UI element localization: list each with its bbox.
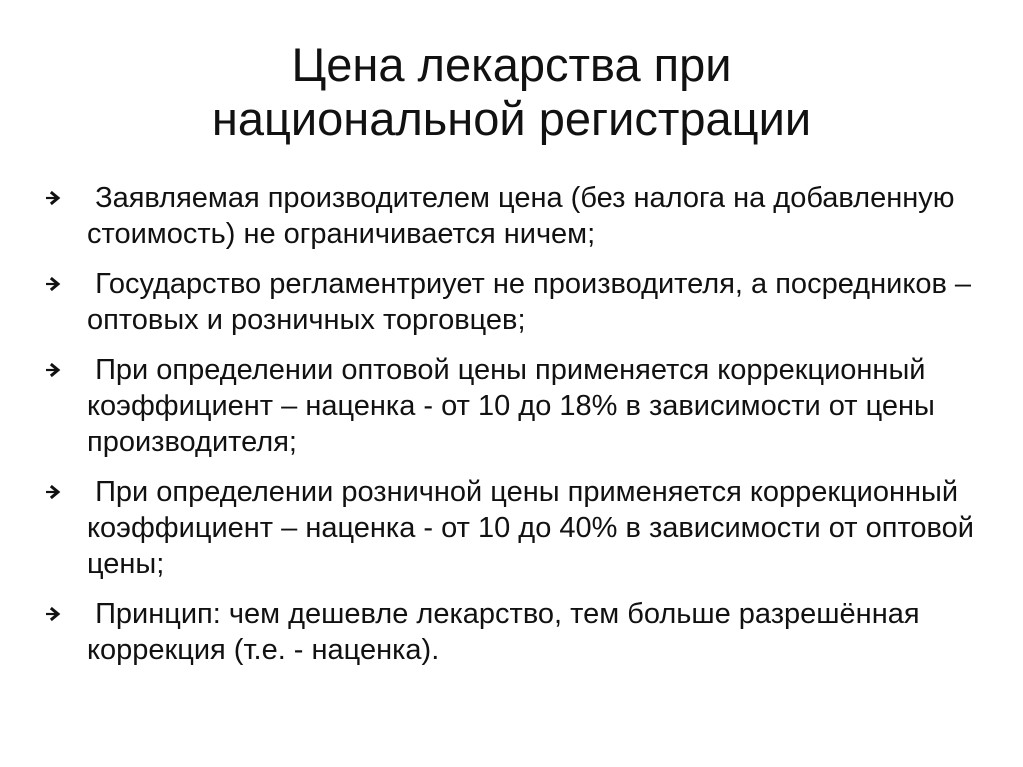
arrow-right-icon — [44, 362, 66, 378]
arrow-right-icon — [44, 276, 66, 292]
bullet-text: При определении оптовой цены применяется коррекционный коэффициент – наценка - от 10 до 18% в зависимости от цены производителя; — [87, 354, 943, 458]
bullet-item — [44, 596, 994, 668]
arrow-right-icon — [44, 484, 66, 500]
bullet-item — [44, 180, 994, 252]
arrow-right-icon — [44, 606, 66, 622]
title-line-2: национальной регистрации — [211, 92, 812, 145]
bullet-item — [44, 474, 994, 582]
bullet-text: Принцип: чем дешевле лекарство, тем больше разрешённая коррекция (т.е. - наценка). — [87, 598, 928, 666]
title-line-1: Цена лекарства при — [291, 38, 732, 91]
bullet-item — [44, 352, 994, 460]
bullet-text: Государство регламентриует не производителя, а посредников – оптовых и розничных торговцев; — [87, 268, 980, 336]
bullet-list — [44, 180, 994, 668]
bullet-text: Заявляемая производителем цена (без налога на добавленную стоимость) не ограничивается ничем; — [87, 182, 963, 250]
arrow-right-icon — [44, 190, 66, 206]
bullet-text: При определении розничной цены применяется коррекционный коэффициент – наценка - от 10 до 40% в зависимости от оптовой цены; — [87, 476, 982, 580]
bullet-item — [44, 266, 994, 338]
slide-title — [60, 38, 963, 146]
